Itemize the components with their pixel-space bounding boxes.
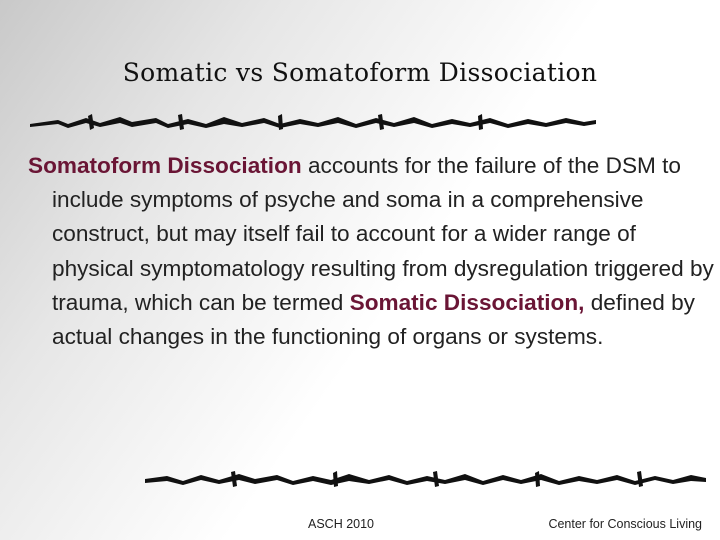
footer-organization: Center for Conscious Living xyxy=(548,517,702,531)
body-paragraph xyxy=(28,149,720,354)
term-somatoform-dissociation: Somatoform Dissociation xyxy=(28,153,302,178)
term-somatic-dissociation: Somatic Dissociation, xyxy=(349,289,585,315)
ornamental-divider-bottom xyxy=(143,469,708,489)
body-text-part-2: defined by actual changes in the functioning of organs or systems. xyxy=(52,289,695,350)
ornamental-divider-top xyxy=(28,112,598,132)
body-text-part-1: accounts for the failure of the DSM to include symptoms of psyche and soma in a comprehensive construct, but may itself fail to account for a wider range of physical symptomatology resulting from dysregulation triggered by trauma, which can be termed xyxy=(52,153,714,315)
footer-event: ASCH 2010 xyxy=(308,517,375,531)
slide-title: Somatic vs Somatoform Dissociation xyxy=(122,58,598,87)
